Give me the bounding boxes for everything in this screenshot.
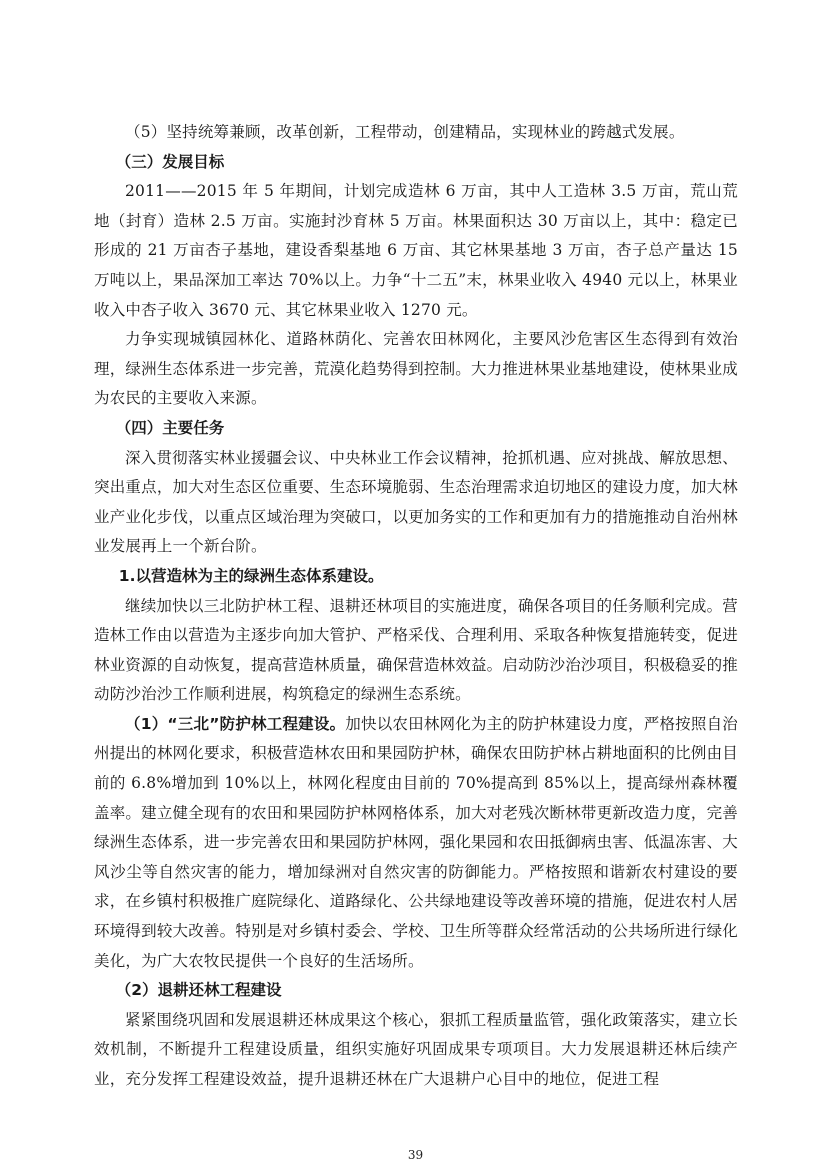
page-number: 39 <box>407 1148 424 1162</box>
heading-returning-farmland: （2）退耕还林工程建设 <box>115 981 282 1000</box>
paragraph-sanbei-shelterbelt <box>94 710 738 976</box>
paragraph-task-1: 继续加快以三北防护林工程、退耕还林项目的实施进度，确保各项目的任务顺利完成。营造林工作由以营造为主逐步向加大管护、严格采伐、合理利用、采取各种恢复措施转变，促进林业资源的自动恢复，提高营造林质量，确保营造林效益。启动防沙治沙项目，积极稳妥的推动防沙治沙工作顺利进展，构筑稳定的绿洲生态系统。 <box>94 596 738 704</box>
document-body <box>94 118 738 1095</box>
paragraph-goals-ecology: 力争实现城镇园林化、道路林荫化、完善农田林网化，主要风沙危害区生态得到有效治理，绿洲生态体系进一步完善，荒漠化趋势得到控制。大力推进林果业基地建设，使林果业成为农民的主要收入来源。 <box>94 330 738 408</box>
paragraph-returning-farmland: 紧紧围绕巩固和发展退耕还林成果这个核心，狠抓工程质量监管，强化政策落实，建立长效机制，不断提升工程建设质量，组织实施好巩固成果专项项目。大力发展退耕还林后续产业，充分发挥工程建设效益，提升退耕还林在广大退耕户心目中的地位，促进工程 <box>94 1010 738 1088</box>
inline-heading-sanbei: （1）“三北”防护林工程建设。 <box>125 714 346 733</box>
heading-task-1: 1.以营造林为主的绿洲生态体系建设。 <box>118 566 384 585</box>
heading-main-tasks: （四）主要任务 <box>115 418 225 437</box>
heading-development-goals: （三）发展目标 <box>115 152 225 171</box>
paragraph-tasks-intro: 深入贯彻落实林业援疆会议、中央林业工作会议精神，抢抓机遇、应对挑战、解放思想、突出重点，加大对生态区位重要、生态环境脆弱、生态治理需求迫切地区的建设力度，加大林业产业化步伐，以重点区域治理为突破口，以更加务实的工作和更加有力的措施推动自治州林业发展再上一个新台阶。 <box>94 448 738 556</box>
paragraph-principle-5: （5）坚持统筹兼顾，改革创新，工程带动，创建精品，实现林业的跨越式发展。 <box>125 123 685 141</box>
paragraph-goals-targets: 2011——2015 年 5 年期间，计划完成造林 6 万亩，其中人工造林 3.5 万亩，荒山荒地（封育）造林 2.5 万亩。实施封沙育林 5 万亩。林果面积达 30 万亩以上，其中：稳定已形成的 21 万亩杏子基地，建设香梨基地 6 万亩、其它林果基地 3 万亩，杏子总产量达 15 万吨以上，果品深加工率达 70%以上。力争“十二五”末，林果业收入 4940 元以上，林果业收入中杏子收入 3670 元、其它林果业收入 1270 元。 <box>94 182 738 319</box>
paragraph-sanbei-text: 加快以农田林网化为主的防护林建设力度，严格按照自治州提出的林网化要求，积极营造林农田和果园防护林，确保农田防护林占耕地面积的比例由目前的 6.8%增加到 10%以上，林网化程度由目前的 70%提高到 85%以上，提高绿州森林覆盖率。建立健全现有的农田和果园防护林网格体系，加大对老残次断林带更新改造力度，完善绿洲生态体系，进一步完善农田和果园防护林网，强化果园和农田抵御病虫害、低温冻害、大风沙尘等自然灾害的能力，增加绿洲对自然灾害的防御能力。严格按照和谐新农村建设的要求，在乡镇村积极推广庭院绿化、道路绿化、公共绿地建设等改善环境的措施，促进农村人居环境得到较大改善。特别是对乡镇村委会、学校、卫生所等群众经常活动的公共场所进行绿化美化，为广大农牧民提供一个良好的生活场所。 <box>94 714 738 970</box>
